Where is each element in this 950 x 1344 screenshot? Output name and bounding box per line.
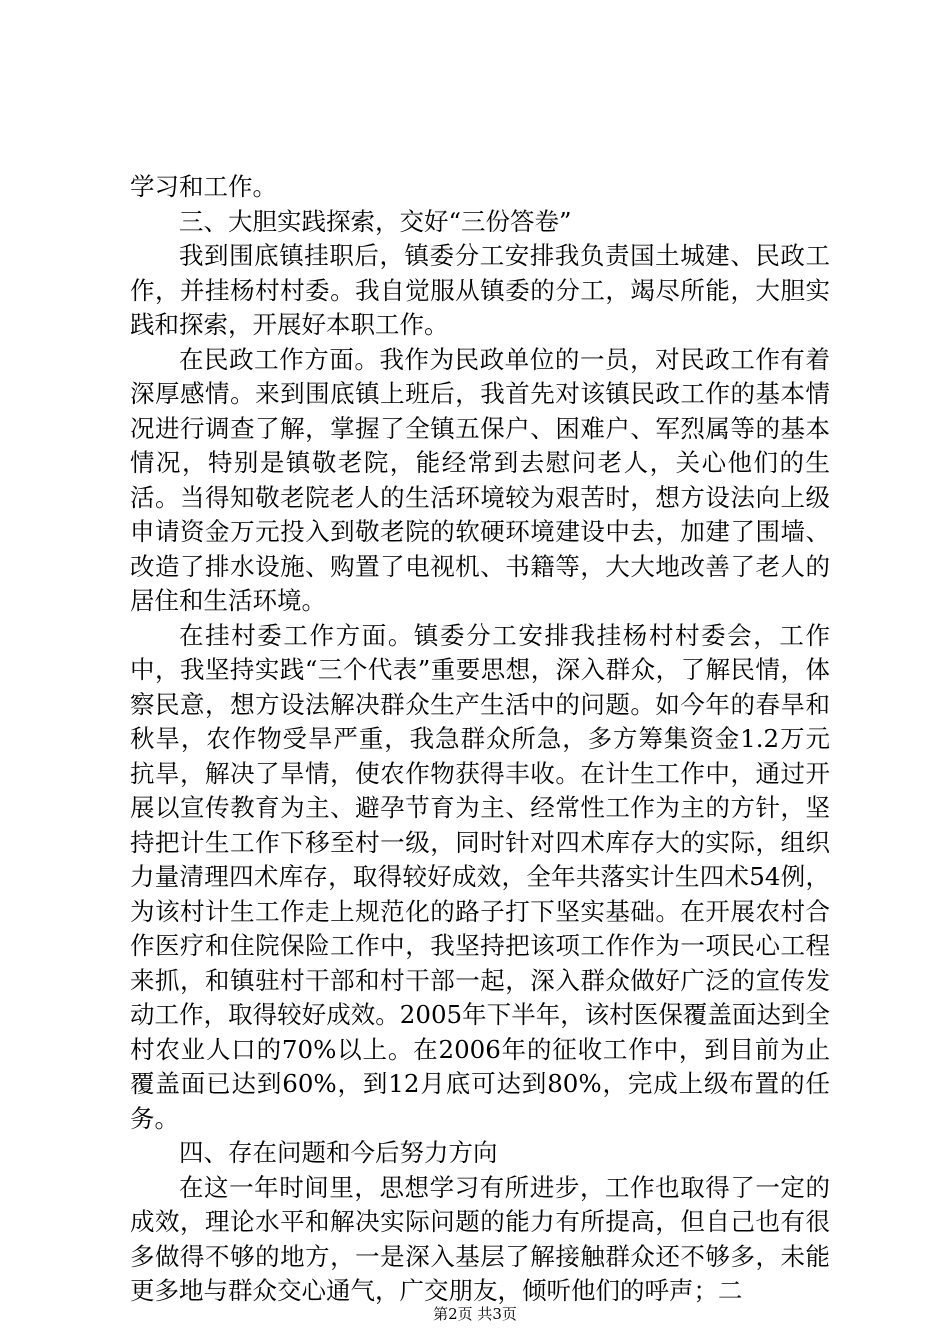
- section-heading-3: 三、大胆实践探索，交好“三份答卷”: [179, 206, 572, 236]
- section-heading-4: 四、存在问题和今后努力方向: [179, 1138, 498, 1167]
- body-paragraph: 在挂村委工作方面。镇委分工安排我挂杨村村委会，工作中，我坚持实践“三个代表”重要思想，深入群众，了解民情，体察民意，想方设法解决群众生产生活中的问题。如今年的春旱和秋旱，农作物受旱严重，我急群众所急，多方筹集资金1.2万元抗旱，解决了旱情，使农作物获得丰收。在计生工作中，通过开展以宣传教育为主、避孕节育为主、经常性工作为主的方针，坚持把计生工作下移至村一级，同时针对四术库存大的实际，组织力量清理四术库存，取得较好成效，全年共落实计生四术54例，为该村计生工作走上规范化的路子打下坚实基础。在开展农村合作医疗和住院保险工作中，我坚持把该项工作作为一项民心工程来抓，和镇驻村干部和村干部一起，深入群众做好广泛的宣传发动工作，取得较好成效。2005年下半年，该村医保覆盖面达到全村农业人口的70%以上。在2006年的征收工作中，到目前为止覆盖面已达到60%，到12月底可达到80%，完成上级布置的任务。: [130, 620, 830, 1133]
- body-paragraph: 在民政工作方面。我作为民政单位的一员，对民政工作有着深厚感情。来到围底镇上班后，我首先对该镇民政工作的基本情况进行调查了解，掌握了全镇五保户、困难户、军烈属等的基本情况，特别是镇敬老院，能经常到去慰问老人，关心他们的生活。当得知敬老院老人的生活环境较为艰苦时，想方设法向上级申请资金万元投入到敬老院的软硬环境建设中去，加建了围墙、改造了排水设施、购置了电视机、书籍等，大大地改善了老人的居住和生活环境。: [130, 344, 830, 615]
- body-paragraph-continuation: 学习和工作。: [130, 172, 277, 201]
- document-body: [130, 170, 830, 1309]
- body-paragraph: 在这一年时间里，思想学习有所进步，工作也取得了一定的成效，理论水平和解决实际问题的能力有所提高，但自己也有很多做得不够的地方，一是深入基层了解接触群众还不够多，未能更多地与群众交心通气，广交朋友，倾听他们的呼声；二: [130, 1172, 830, 1305]
- page-number-footer: 第2页 共3页: [433, 1305, 517, 1323]
- body-paragraph: 我到围底镇挂职后，镇委分工安排我负责国土城建、民政工作，并挂杨村村委。我自觉服从镇委的分工，竭尽所能，大胆实践和探索，开展好本职工作。: [130, 241, 830, 339]
